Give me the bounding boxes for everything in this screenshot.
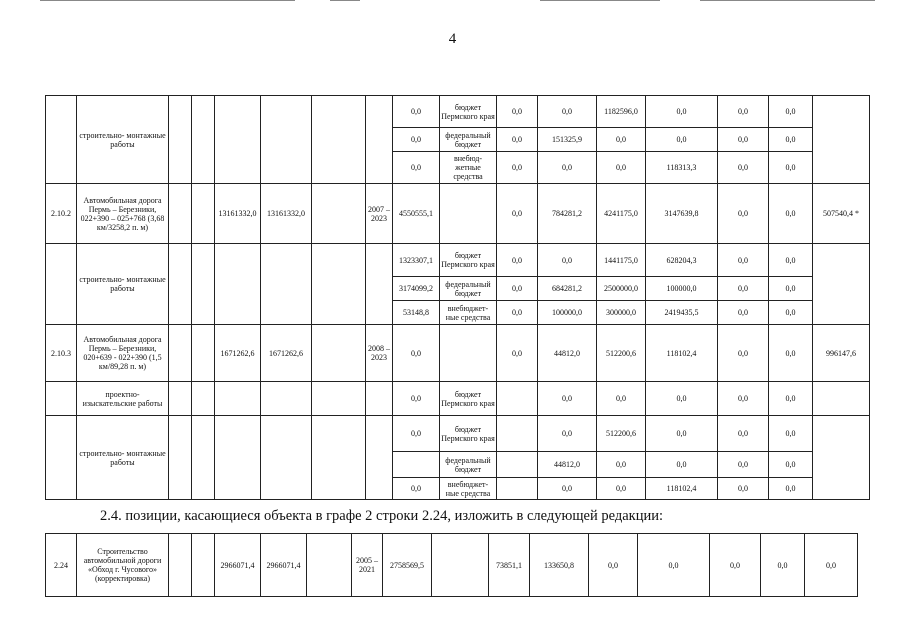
value-cell: 1182596,0 (597, 96, 646, 128)
value-cell: 118313,3 (646, 152, 718, 184)
value-cell: 0,0 (646, 96, 718, 128)
value-cell: 1671262,6 (261, 325, 312, 382)
value-cell: 133650,8 (530, 534, 589, 597)
value-cell: 0,0 (597, 452, 646, 478)
volume-cell: 0,0 (393, 325, 440, 382)
period-cell: 2007 – 2023 (366, 184, 393, 244)
value-cell: 13161332,0 (215, 184, 261, 244)
value-cell: 2966071,4 (215, 534, 261, 597)
value-cell: 2966071,4 (261, 534, 307, 597)
value-cell: 0,0 (497, 277, 538, 301)
value-cell: 0,0 (718, 96, 769, 128)
value-cell: 0,0 (497, 96, 538, 128)
value-cell: 0,0 (805, 534, 858, 597)
object-name: Автомобильная дорога Пермь – Березники, 022+390 – 025+768 (3,68 км/3258,2 п. м) (77, 184, 169, 244)
value-cell: 0,0 (497, 325, 538, 382)
value-cell: 0,0 (718, 382, 769, 416)
value-cell: 0,0 (538, 382, 597, 416)
value-cell: 0,0 (718, 184, 769, 244)
value-cell: 996147,6 (813, 325, 870, 382)
volume-cell: 4550555,1 (393, 184, 440, 244)
value-cell: 0,0 (497, 184, 538, 244)
value-cell: 0,0 (769, 128, 813, 152)
value-cell: 0,0 (597, 478, 646, 500)
source-cell: бюджет Пермского края (440, 416, 497, 452)
value-cell: 512200,6 (597, 416, 646, 452)
value-cell: 2500000,0 (597, 277, 646, 301)
volume-cell: 2758569,5 (383, 534, 432, 597)
value-cell: 0,0 (538, 244, 597, 277)
value-cell: 507540,4 * (813, 184, 870, 244)
value-cell: 0,0 (761, 534, 805, 597)
value-cell: 0,0 (597, 382, 646, 416)
volume-cell: 1323307,1 (393, 244, 440, 277)
value-cell: 0,0 (538, 478, 597, 500)
source-cell: бюджет Пермского края (440, 382, 497, 416)
table-row (46, 325, 870, 382)
value-cell: 0,0 (718, 325, 769, 382)
volume-cell: 53148,8 (393, 301, 440, 325)
row-number: 2.10.2 (46, 184, 77, 244)
source-cell: внебюджет- ные средства (440, 478, 497, 500)
value-cell: 4241175,0 (597, 184, 646, 244)
table-row (46, 382, 870, 416)
value-cell: 1441175,0 (597, 244, 646, 277)
funding-table (45, 95, 870, 500)
period-cell: 2005 – 2021 (352, 534, 383, 597)
value-cell: 0,0 (646, 416, 718, 452)
value-cell: 0,0 (597, 128, 646, 152)
volume-cell: 0,0 (393, 152, 440, 184)
value-cell: 0,0 (769, 452, 813, 478)
value-cell: 0,0 (769, 277, 813, 301)
value-cell: 0,0 (718, 277, 769, 301)
source-cell: федеральный бюджет (440, 452, 497, 478)
value-cell: 73851,1 (489, 534, 530, 597)
value-cell: 0,0 (769, 382, 813, 416)
value-cell: 0,0 (769, 478, 813, 500)
table-row (46, 184, 870, 244)
table-row (46, 96, 870, 128)
work-type: строительно- монтажные работы (77, 96, 169, 184)
volume-cell: 0,0 (393, 478, 440, 500)
value-cell: 151325,9 (538, 128, 597, 152)
volume-cell: 0,0 (393, 96, 440, 128)
value-cell: 0,0 (718, 244, 769, 277)
section-heading: 2.4. позиции, касающиеся объекта в графе 2 строки 2.24, изложить в следующей редакции: (100, 508, 664, 524)
value-cell: 0,0 (718, 478, 769, 500)
page-number: 4 (448, 31, 457, 47)
work-type: строительно- монтажные работы (77, 416, 169, 500)
work-type: проектно- изыскательские работы (77, 382, 169, 416)
value-cell: 0,0 (718, 452, 769, 478)
value-cell: 0,0 (589, 534, 638, 597)
top-rule (540, 0, 660, 1)
table-row (46, 534, 858, 597)
value-cell: 0,0 (718, 301, 769, 325)
top-rule (330, 0, 360, 1)
value-cell: 0,0 (769, 416, 813, 452)
num-cell (46, 96, 77, 184)
row-number: 2.10.3 (46, 325, 77, 382)
source-cell: федеральный бюджет (440, 277, 497, 301)
value-cell: 0,0 (718, 152, 769, 184)
value-cell: 0,0 (769, 301, 813, 325)
value-cell: 0,0 (497, 301, 538, 325)
value-cell: 3147639,8 (646, 184, 718, 244)
value-cell: 0,0 (769, 244, 813, 277)
value-cell: 100000,0 (538, 301, 597, 325)
work-type: строительно- монтажные работы (77, 244, 169, 325)
table-row (46, 244, 870, 277)
value-cell: 0,0 (497, 244, 538, 277)
value-cell: 13161332,0 (261, 184, 312, 244)
value-cell: 0,0 (769, 96, 813, 128)
volume-cell: 3174099,2 (393, 277, 440, 301)
source-cell: бюджет Пермского края (440, 244, 497, 277)
value-cell: 0,0 (769, 184, 813, 244)
volume-cell: 0,0 (393, 128, 440, 152)
revision-table (45, 533, 858, 597)
volume-cell: 0,0 (393, 416, 440, 452)
value-cell: 0,0 (638, 534, 710, 597)
value-cell: 512200,6 (597, 325, 646, 382)
value-cell: 118102,4 (646, 478, 718, 500)
value-cell: 0,0 (769, 152, 813, 184)
value-cell: 1671262,6 (215, 325, 261, 382)
source-cell: федеральный бюджет (440, 128, 497, 152)
value-cell: 118102,4 (646, 325, 718, 382)
source-cell: внебюджет- ные средства (440, 301, 497, 325)
value-cell: 44812,0 (538, 452, 597, 478)
value-cell: 300000,0 (597, 301, 646, 325)
volume-cell (393, 452, 440, 478)
top-rule (700, 0, 875, 1)
object-name: Автомобильная дорога Пермь – Березники, 020+639 - 022+390 (1,5 км/89,28 п. м) (77, 325, 169, 382)
value-cell: 0,0 (538, 96, 597, 128)
value-cell: 0,0 (646, 382, 718, 416)
value-cell: 0,0 (710, 534, 761, 597)
row-number: 2.24 (46, 534, 77, 597)
value-cell: 628204,3 (646, 244, 718, 277)
value-cell: 2419435,5 (646, 301, 718, 325)
value-cell: 0,0 (597, 152, 646, 184)
value-cell: 44812,0 (538, 325, 597, 382)
value-cell: 0,0 (718, 416, 769, 452)
value-cell: 100000,0 (646, 277, 718, 301)
top-rule (40, 0, 295, 1)
value-cell: 0,0 (769, 325, 813, 382)
source-cell: внебюд- жетные средства (440, 152, 497, 184)
value-cell: 0,0 (646, 128, 718, 152)
period-cell: 2008 – 2023 (366, 325, 393, 382)
table-row (46, 416, 870, 452)
value-cell: 784281,2 (538, 184, 597, 244)
value-cell: 0,0 (718, 128, 769, 152)
value-cell: 0,0 (538, 416, 597, 452)
value-cell: 0,0 (497, 152, 538, 184)
source-cell: бюджет Пермского края (440, 96, 497, 128)
value-cell: 0,0 (646, 452, 718, 478)
value-cell: 0,0 (497, 128, 538, 152)
value-cell: 684281,2 (538, 277, 597, 301)
volume-cell: 0,0 (393, 382, 440, 416)
object-name: Строительство автомобильной дороги «Обход г. Чусового» (корректировка) (77, 534, 169, 597)
value-cell: 0,0 (538, 152, 597, 184)
